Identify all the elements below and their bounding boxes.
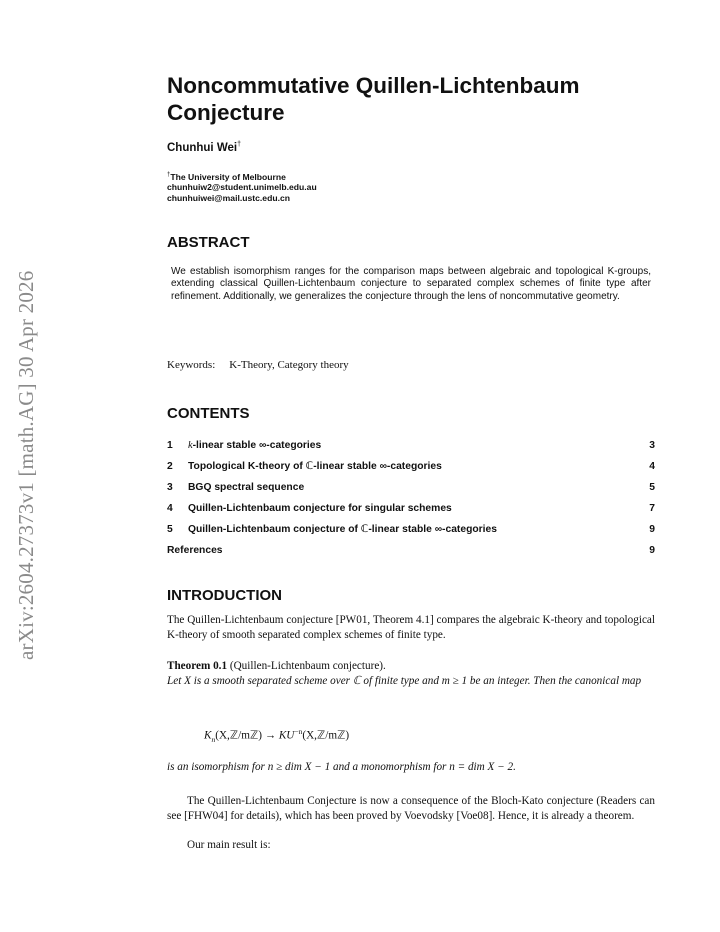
toc-number: 4 bbox=[167, 503, 173, 514]
theorem-statement: Let X is a smooth separated scheme over ℂ of finite type and m ≥ 1 be an integer. Then the canonical map bbox=[167, 675, 642, 687]
author-name bbox=[167, 141, 655, 154]
keywords-label: Keywords: bbox=[167, 359, 216, 371]
toc-entry-2[interactable] bbox=[167, 460, 655, 481]
introduction-paragraph: The Quillen-Lichtenbaum conjecture [PW01, Theorem 4.1] compares the algebraic K-theory and topological K-theory of smooth separated complex schemes of finite type. bbox=[167, 614, 655, 641]
toc-label: Quillen-Lichtenbaum conjecture for singular schemes bbox=[188, 503, 452, 514]
toc-label: Topological K-theory of ℂ-linear stable ∞-categories bbox=[188, 461, 442, 472]
contents-heading: CONTENTS bbox=[167, 405, 250, 422]
formula-rhs-var: KU bbox=[278, 729, 295, 742]
theorem-label: Theorem 0.1 bbox=[167, 660, 228, 672]
toc-number: 1 bbox=[167, 440, 173, 451]
display-formula bbox=[204, 727, 349, 744]
affiliation-mark: † bbox=[167, 172, 171, 178]
toc-entry-references[interactable] bbox=[167, 544, 655, 565]
formula-lhs-sub: n bbox=[211, 734, 216, 744]
affiliation-block bbox=[167, 170, 655, 203]
toc-number: 3 bbox=[167, 482, 173, 493]
formula-rhs-args: (X,ℤ/mℤ) bbox=[302, 729, 350, 742]
toc-page: 3 bbox=[649, 440, 655, 451]
toc-page: 9 bbox=[649, 524, 655, 535]
title-line-2: Conjecture bbox=[167, 100, 285, 125]
formula-rhs-sup: −n bbox=[294, 727, 303, 736]
abstract-text: We establish isomorphism ranges for the comparison maps between algebraic and topological K-groups, extending classical Quillen-Lichtenbaum conjecture to separated complex schemes of finite type after refinement. Additionally, we generalizes the conjecture through the lens of noncommutative geometry. bbox=[171, 266, 651, 302]
toc-number: 2 bbox=[167, 461, 173, 472]
affiliation-email-1[interactable]: chunhuiw2@student.unimelb.edu.au bbox=[167, 182, 317, 193]
author-name-text: Chunhui Wei bbox=[167, 141, 238, 154]
theorem-name: (Quillen-Lichtenbaum conjecture). bbox=[229, 660, 386, 672]
table-of-contents bbox=[167, 439, 655, 565]
toc-label: BGQ spectral sequence bbox=[188, 482, 305, 493]
toc-number: 5 bbox=[167, 524, 173, 535]
toc-label: Quillen-Lichtenbaum conjecture of ℂ-linear stable ∞-categories bbox=[188, 524, 497, 535]
toc-entry-1[interactable] bbox=[167, 439, 655, 460]
toc-entry-3[interactable] bbox=[167, 481, 655, 502]
affiliation-institution: The University of Melbourne bbox=[170, 171, 286, 182]
introduction-heading: INTRODUCTION bbox=[167, 587, 282, 604]
abstract-heading: ABSTRACT bbox=[167, 234, 250, 251]
paper-title bbox=[167, 72, 655, 126]
toc-label-text: -linear stable ∞-categories bbox=[192, 440, 322, 451]
toc-label-k: k bbox=[188, 440, 193, 451]
body-paragraph-3: Our main result is: bbox=[187, 839, 271, 851]
body-paragraph-2: The Quillen-Lichtenbaum Conjecture is now a consequence of the Bloch-Kato conjecture (Readers can see [FHW04] for details), which has been proved by Voevodsky [Voe08]. Hence, it is already a theorem. bbox=[167, 795, 655, 822]
arxiv-identifier-stamp: arXiv:2604.27373v1 [math.AG] 30 Apr 2026 bbox=[14, 270, 38, 660]
keywords-line bbox=[167, 359, 655, 371]
author-mark: † bbox=[237, 141, 241, 148]
theorem-conclusion: is an isomorphism for n ≥ dim X − 1 and a monomorphism for n = dim X − 2. bbox=[167, 761, 516, 773]
title-line-1: Noncommutative Quillen-Lichtenbaum bbox=[167, 73, 580, 98]
toc-label bbox=[188, 439, 635, 460]
toc-page: 5 bbox=[649, 482, 655, 493]
toc-page: 7 bbox=[649, 503, 655, 514]
formula-lhs-args: (X,ℤ/mℤ) → bbox=[215, 729, 279, 742]
theorem-block bbox=[167, 659, 655, 689]
formula-lhs-var: K bbox=[204, 729, 212, 742]
toc-entry-4[interactable] bbox=[167, 502, 655, 523]
toc-page: 4 bbox=[649, 461, 655, 472]
toc-entry-5[interactable] bbox=[167, 523, 655, 544]
keywords-value: K-Theory, Category theory bbox=[229, 359, 349, 371]
toc-label: References bbox=[167, 545, 223, 556]
affiliation-email-2[interactable]: chunhuiwei@mail.ustc.edu.cn bbox=[167, 192, 290, 203]
toc-page: 9 bbox=[649, 545, 655, 556]
